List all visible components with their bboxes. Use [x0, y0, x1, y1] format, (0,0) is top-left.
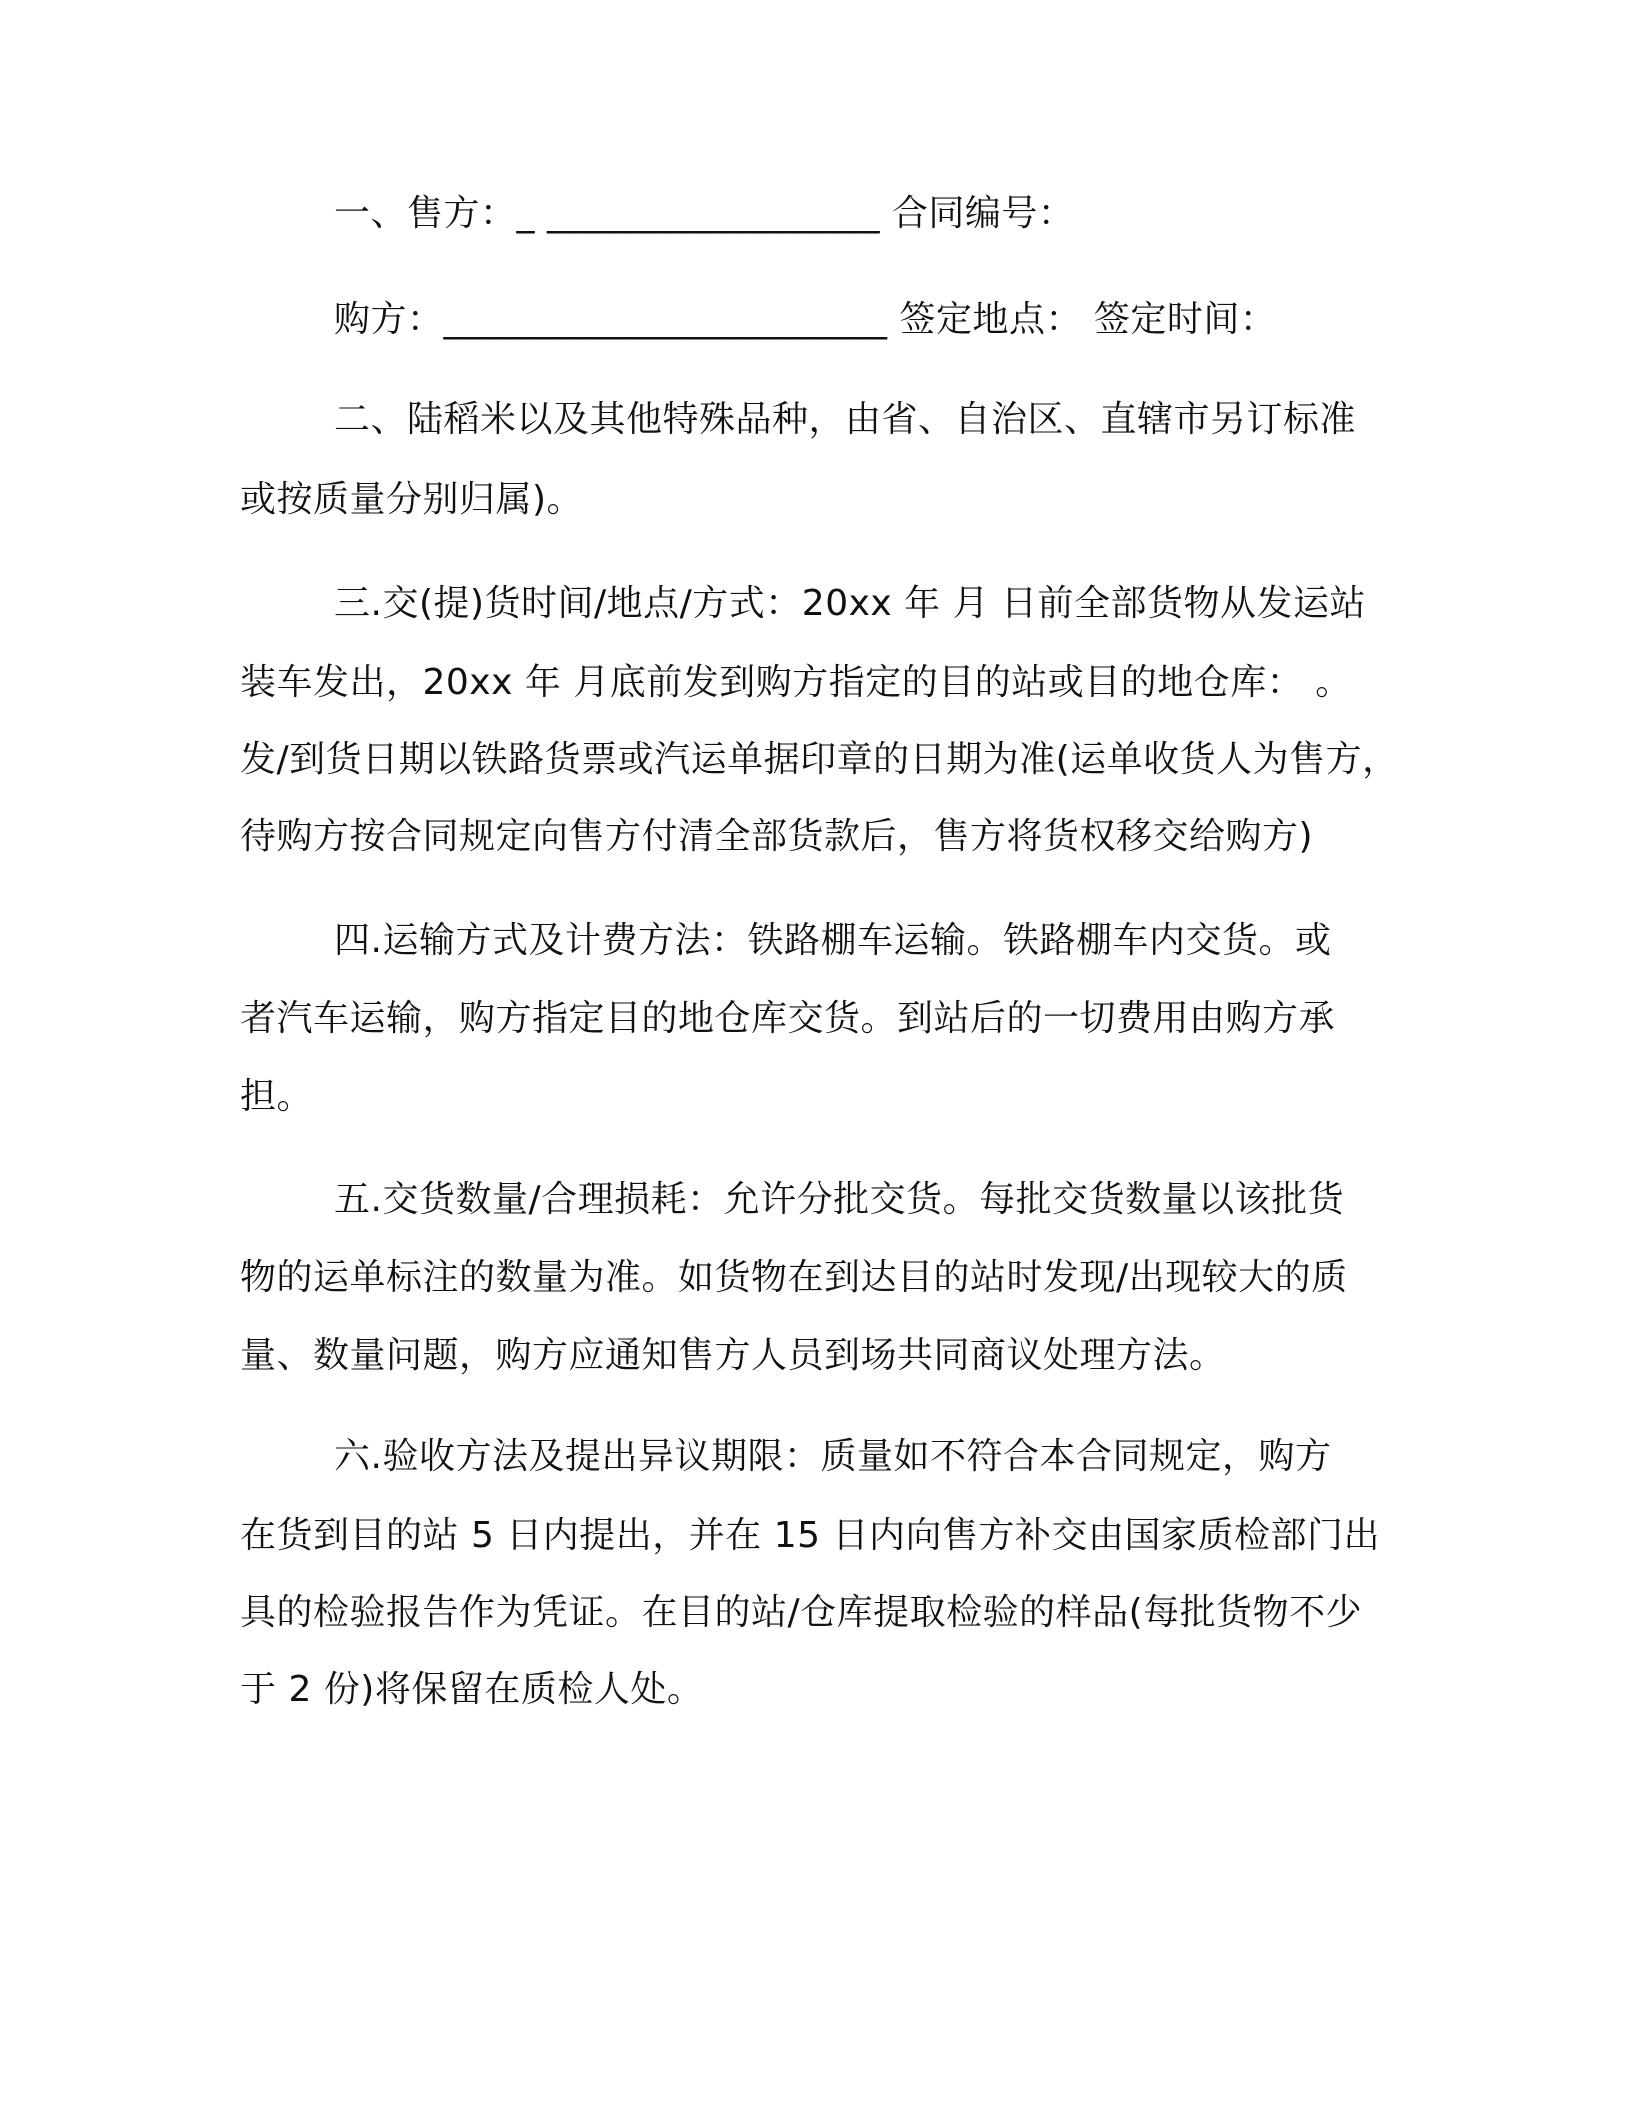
section3-line-1: 三.交(提)货时间/地点/方式：20xx 年 月 日前全部货物从发运站 — [334, 583, 1367, 624]
section5-line-3: 量、数量问题，购方应通知售方人员到场共同商议处理方法。 — [240, 1335, 1226, 1376]
section4-line-1: 四.运输方式及计费方法：铁路棚车运输。铁路棚车内交货。或 — [334, 920, 1332, 961]
section6-line-2: 在货到目的站 5 日内提出，并在 15 日内向售方补交由国家质检部门出 — [240, 1515, 1380, 1556]
seller-line: 一、售方：_ __________________ 合同编号： — [334, 193, 1075, 234]
section3-line-4: 待购方按合同规定向售方付清全部货款后，售方将货权移交给购方) — [240, 816, 1314, 857]
section3-line-3: 发/到货日期以铁路货票或汽运单据印章的日期为准(运单收货人为售方， — [240, 739, 1399, 780]
section4-line-3: 担。 — [240, 1076, 314, 1117]
section4-line-2: 者汽车运输，购方指定目的地仓库交货。到站后的一切费用由购方承 — [240, 998, 1336, 1039]
section3-line-2: 装车发出，20xx 年 月底前发到购方指定的目的站或目的地仓库： 。 — [240, 662, 1352, 703]
section5-line-2: 物的运单标注的数量为准。如货物在到达目的站时发现/出现较大的质 — [240, 1257, 1348, 1298]
section6-line-4: 于 2 份)将保留在质检人处。 — [240, 1669, 704, 1710]
section2-line-1: 二、陆稻米以及其他特殊品种，由省、自治区、直辖市另订标准 — [334, 399, 1357, 440]
section6-line-3: 具的检验报告作为凭证。在目的站/仓库提取检验的样品(每批货物不少 — [240, 1592, 1363, 1633]
section6-line-1: 六.验收方法及提出异议期限：质量如不符合本合同规定，购方 — [334, 1436, 1332, 1477]
section5-line-1: 五.交货数量/合理损耗：允许分批交货。每批交货数量以该批货 — [334, 1179, 1345, 1220]
buyer-line: 购方：________________________ 签定地点： 签定时间： — [334, 299, 1277, 340]
section2-line-2: 或按质量分别归属)。 — [240, 479, 584, 520]
